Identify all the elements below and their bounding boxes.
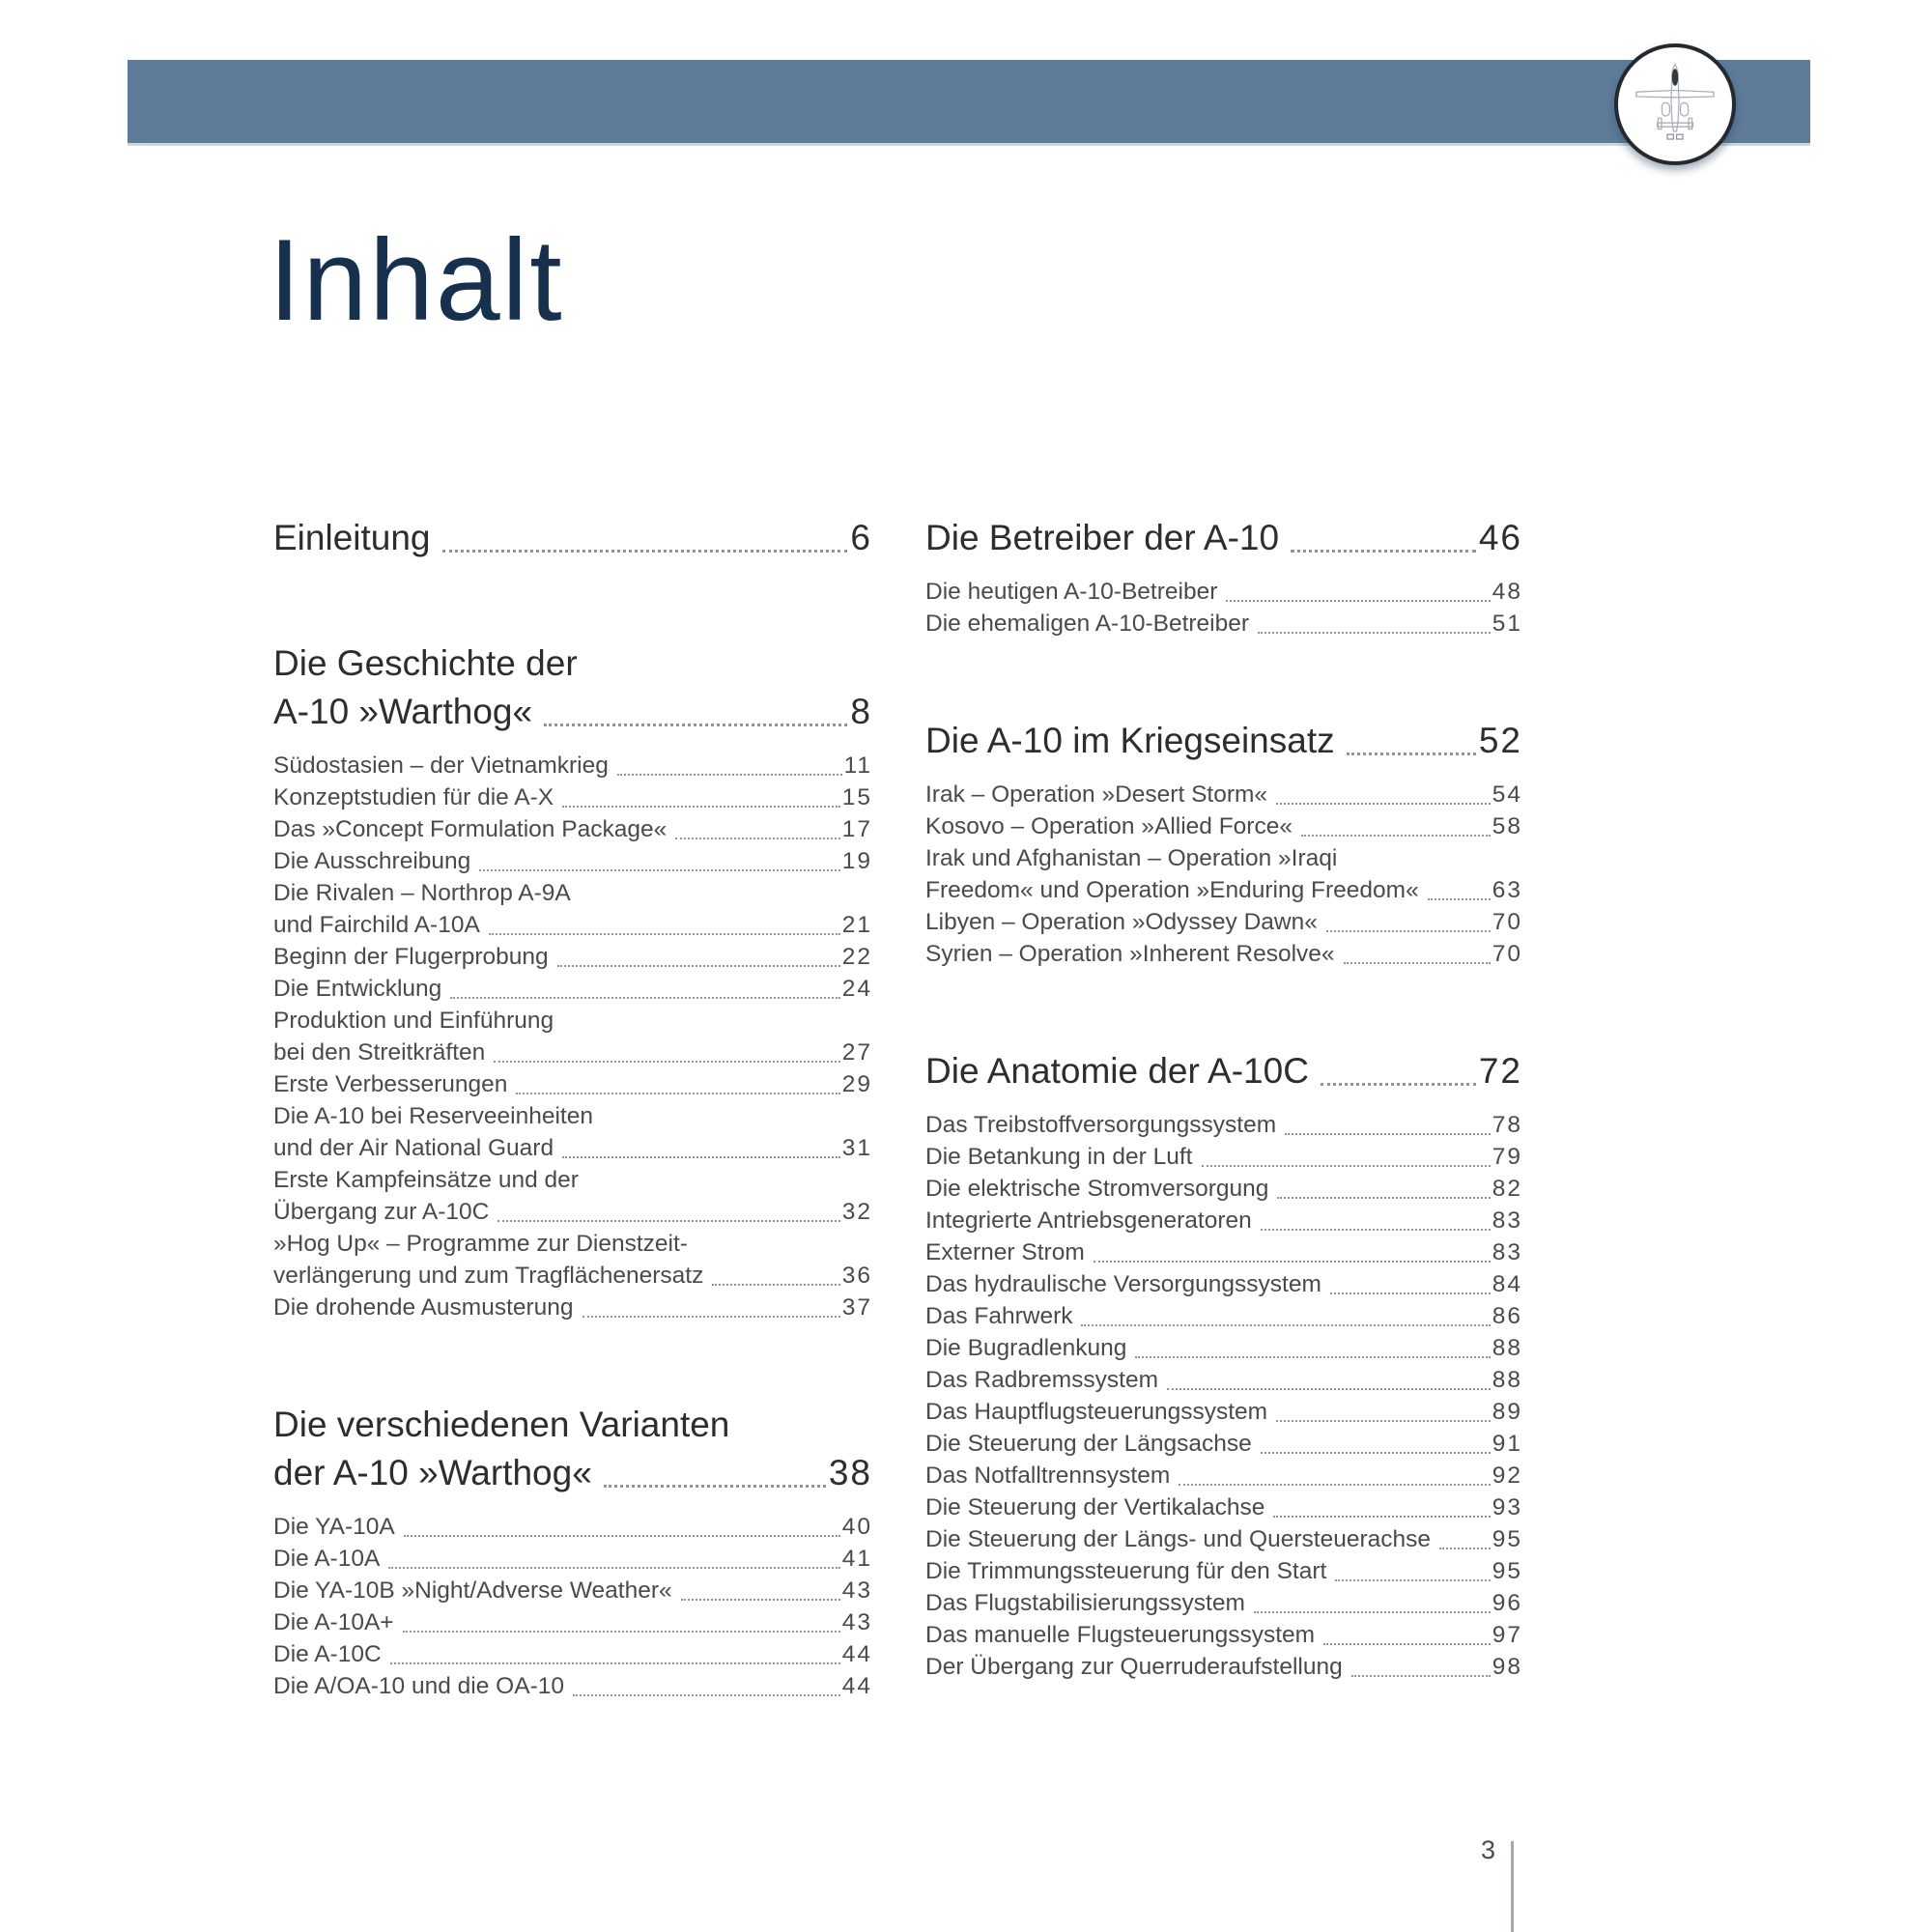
- toc-page-number: 6: [850, 518, 872, 557]
- dotted-leader: [604, 1485, 826, 1488]
- toc-entry-label: bei den Streitkräften: [273, 1039, 486, 1065]
- toc-section: [925, 514, 1522, 639]
- toc-entry-label: Das Treibstoffversorgungssystem: [925, 1112, 1277, 1138]
- toc-page-number: 58: [1492, 813, 1522, 839]
- toc-page-number: 88: [1492, 1367, 1522, 1393]
- dotted-leader: [1323, 1643, 1491, 1645]
- toc-page-number: 82: [1492, 1176, 1522, 1202]
- toc-entry-row: [273, 1511, 872, 1543]
- dotted-leader: [442, 550, 848, 553]
- dotted-leader: [494, 1061, 839, 1063]
- dotted-leader: [562, 806, 840, 808]
- dotted-leader: [1276, 803, 1491, 805]
- toc-entry-row: [273, 813, 872, 845]
- toc-entry-list: [925, 576, 1522, 639]
- toc-entry-label: Das Fahrwerk: [925, 1303, 1073, 1329]
- toc-page-number: 29: [841, 1071, 872, 1097]
- toc-page-number: 38: [828, 1453, 872, 1492]
- dotted-leader: [1202, 1165, 1491, 1167]
- toc-entry-row: [925, 906, 1522, 938]
- toc-section: [273, 514, 872, 562]
- dotted-leader: [712, 1284, 839, 1286]
- toc-entry-row: [925, 779, 1522, 810]
- toc-entry-row: [925, 1428, 1522, 1460]
- toc-entry-label: Das manuelle Flugsteuerungssystem: [925, 1622, 1316, 1648]
- toc-entry-row: [925, 1555, 1522, 1587]
- dotted-leader: [1335, 1579, 1490, 1581]
- dotted-leader: [516, 1093, 839, 1094]
- dotted-leader: [681, 1599, 840, 1601]
- toc-entry-label: Die ehemaligen A-10-Betreiber: [925, 611, 1250, 637]
- dotted-leader: [1135, 1356, 1490, 1358]
- toc-page-number: 70: [1492, 909, 1522, 935]
- toc-entry-row: [925, 576, 1522, 608]
- toc-entry-row: [273, 1260, 872, 1292]
- dotted-leader: [1439, 1548, 1491, 1549]
- toc-heading-label: Die A-10 im Kriegseinsatz: [925, 721, 1335, 760]
- toc-entry-label: Die A/OA-10 und die OA-10: [273, 1673, 564, 1699]
- toc-heading-row: [273, 688, 872, 736]
- toc-heading-label: der A-10 »Warthog«: [273, 1453, 592, 1492]
- toc-entry-label: Integrierte Antriebsgeneratoren: [925, 1208, 1252, 1234]
- toc-entry-label: Irak – Operation »Desert Storm«: [925, 781, 1268, 808]
- toc-entry-label: Die Steuerung der Längsachse: [925, 1431, 1252, 1457]
- dotted-leader: [1261, 1229, 1491, 1231]
- toc-entry-label: Kosovo – Operation »Allied Force«: [925, 813, 1293, 839]
- dotted-leader: [675, 838, 840, 839]
- toc-page-number: 63: [1492, 877, 1522, 903]
- toc-heading-label: Einleitung: [273, 518, 431, 557]
- dotted-leader: [1226, 600, 1490, 602]
- toc-entry-row: [925, 1523, 1522, 1555]
- toc-entry-label: Syrien – Operation »Inherent Resolve«: [925, 941, 1335, 967]
- toc-entry-label: Die Betankung in der Luft: [925, 1144, 1193, 1170]
- toc-heading-row: [925, 717, 1522, 765]
- a10-top-view-icon: [1629, 58, 1721, 151]
- toc-entry-row: [925, 1236, 1522, 1268]
- toc-page-number: 72: [1478, 1051, 1522, 1091]
- dotted-leader: [1428, 898, 1491, 900]
- toc-entry-list: [925, 779, 1522, 970]
- toc-entry-line: Die Rivalen – Northrop A-9A: [273, 880, 571, 906]
- toc-entry-label: Die elektrische Stromversorgung: [925, 1176, 1269, 1202]
- toc-entry-label: Freedom« und Operation »Enduring Freedom«: [925, 877, 1419, 903]
- toc-page-number: 44: [841, 1641, 872, 1667]
- toc-entry-label: Die Ausschreibung: [273, 848, 471, 874]
- toc-entry-label: Erste Verbesserungen: [273, 1071, 508, 1097]
- toc-entry-row: [925, 1141, 1522, 1173]
- toc-entry-row: [925, 1300, 1522, 1332]
- toc-section: [925, 1047, 1522, 1683]
- toc-page-number: 84: [1492, 1271, 1522, 1297]
- toc-entry-row: [925, 1396, 1522, 1428]
- toc-entry-row: [273, 909, 872, 941]
- toc-entry-row: [273, 1196, 872, 1228]
- toc-entry-row: [273, 1543, 872, 1575]
- toc-page-number: 88: [1492, 1335, 1522, 1361]
- toc-page-number: 15: [841, 784, 872, 810]
- dotted-leader: [582, 1316, 840, 1318]
- toc-page-number: 37: [841, 1294, 872, 1321]
- dotted-leader: [1081, 1324, 1490, 1326]
- dotted-leader: [1291, 550, 1476, 553]
- toc-entry-row: [273, 1068, 872, 1100]
- toc-entry-label: Beginn der Flugerprobung: [273, 944, 549, 970]
- toc-page-number: 70: [1492, 941, 1522, 967]
- toc-heading-row: [925, 1047, 1522, 1095]
- toc-page-number: 22: [841, 944, 872, 970]
- toc-entry-row: [925, 938, 1522, 970]
- dotted-leader: [403, 1631, 840, 1633]
- dotted-leader: [1167, 1388, 1491, 1390]
- toc-entry-row: [925, 1460, 1522, 1492]
- toc-entry-row: [273, 1292, 872, 1323]
- dotted-leader: [1254, 1611, 1491, 1613]
- toc-entry-row: [273, 781, 872, 813]
- dotted-leader: [544, 724, 847, 726]
- toc-entry-row: [925, 874, 1522, 906]
- dotted-leader: [1330, 1293, 1491, 1294]
- toc-entry-label: Die A-10C: [273, 1641, 382, 1667]
- toc-entry-line: Produktion und Einführung: [273, 1008, 554, 1034]
- toc-entry-label: Das Notfalltrennsystem: [925, 1463, 1171, 1489]
- toc-page-number: 98: [1492, 1654, 1522, 1680]
- toc-entry-label: Konzeptstudien für die A-X: [273, 784, 554, 810]
- toc-section: [925, 717, 1522, 970]
- toc-entry-row: [925, 1173, 1522, 1205]
- dotted-leader: [404, 1535, 840, 1537]
- toc-page-number: 40: [841, 1514, 872, 1540]
- toc-entry-line: »Hog Up« – Programme zur Dienstzeit-: [273, 1231, 688, 1257]
- toc-entry-label: Externer Strom: [925, 1239, 1085, 1265]
- dotted-leader: [1179, 1484, 1490, 1486]
- dotted-leader: [1351, 1675, 1491, 1677]
- toc-entry-label: Die drohende Ausmusterung: [273, 1294, 574, 1321]
- toc-entry-row: [273, 1670, 872, 1702]
- dotted-leader: [1277, 1197, 1490, 1199]
- toc-entry-row: [925, 1332, 1522, 1364]
- toc-page-number: 86: [1492, 1303, 1522, 1329]
- toc-page-number: 32: [841, 1199, 872, 1225]
- dotted-leader: [1276, 1420, 1491, 1422]
- dotted-leader: [1273, 1516, 1490, 1518]
- dotted-leader: [450, 997, 839, 999]
- dotted-leader: [1258, 632, 1491, 634]
- toc-page-number: 96: [1492, 1590, 1522, 1616]
- dotted-leader: [617, 774, 842, 776]
- toc-entry-list: [273, 1511, 872, 1702]
- toc-page-number: 44: [841, 1673, 872, 1699]
- toc-page-number: 43: [841, 1609, 872, 1635]
- toc-entry-row: [273, 1037, 872, 1068]
- toc-page-number: 19: [841, 848, 872, 874]
- toc-heading-label: Die Anatomie der A-10C: [925, 1051, 1309, 1091]
- dotted-leader: [557, 965, 840, 967]
- dotted-leader: [489, 933, 840, 935]
- toc-entry-row: [273, 1132, 872, 1164]
- dotted-leader: [1326, 930, 1491, 932]
- toc-entry-row: [925, 1268, 1522, 1300]
- toc-heading-label: A-10 »Warthog«: [273, 692, 533, 731]
- toc-page-number: 89: [1492, 1399, 1522, 1425]
- toc-entry-row: [925, 1205, 1522, 1236]
- dotted-leader: [1347, 753, 1476, 755]
- toc-page-number: 91: [1492, 1431, 1522, 1457]
- toc-column-left: [273, 514, 872, 1702]
- toc-entry-row: [925, 1492, 1522, 1523]
- toc-page-number: 95: [1492, 1526, 1522, 1552]
- dotted-leader: [1261, 1452, 1491, 1454]
- toc-page-number: 31: [841, 1135, 872, 1161]
- toc-page-number: 83: [1492, 1239, 1522, 1265]
- toc-heading-row: [925, 514, 1522, 562]
- toc-entry-row: [273, 1575, 872, 1606]
- toc-entry-label: Das »Concept Formulation Package«: [273, 816, 668, 842]
- toc-page-number: 83: [1492, 1208, 1522, 1234]
- toc-page-number: 21: [841, 912, 872, 938]
- toc-page-number: 79: [1492, 1144, 1522, 1170]
- dotted-leader: [479, 869, 839, 871]
- toc-entry-label: Die A-10A: [273, 1546, 381, 1572]
- toc-entry-label: Die A-10A+: [273, 1609, 394, 1635]
- toc-entry-row: [273, 973, 872, 1005]
- toc-page-number: 93: [1492, 1494, 1522, 1520]
- toc-page-number: 36: [841, 1263, 872, 1289]
- toc-page-number: 51: [1492, 611, 1522, 637]
- toc-column-right: [925, 514, 1522, 1683]
- toc-entry-label: Die Steuerung der Vertikalachse: [925, 1494, 1265, 1520]
- toc-entry-row: [273, 750, 872, 781]
- toc-entry-label: Das hydraulische Versorgungssystem: [925, 1271, 1321, 1297]
- toc-page-number: 24: [841, 976, 872, 1002]
- toc-heading-row: [273, 514, 872, 562]
- footer-page-number: 3: [1480, 1835, 1495, 1864]
- toc-page-number: 52: [1478, 721, 1522, 760]
- toc-page-number: 43: [841, 1577, 872, 1604]
- toc-page-number: 41: [841, 1546, 872, 1572]
- toc-entry-row: [925, 1364, 1522, 1396]
- dotted-leader: [1321, 1083, 1476, 1086]
- toc-entry-label: Die YA-10A: [273, 1514, 395, 1540]
- header-bar: [128, 60, 1810, 146]
- toc-entry-row: [925, 1619, 1522, 1651]
- dotted-leader: [1301, 835, 1491, 837]
- toc-entry-label: und der Air National Guard: [273, 1135, 554, 1161]
- toc-entry-row: [273, 941, 872, 973]
- toc-entry-label: verlängerung und zum Tragflächenersatz: [273, 1263, 704, 1289]
- toc-entry-label: Der Übergang zur Querruderaufstellung: [925, 1654, 1343, 1680]
- toc-page-number: 78: [1492, 1112, 1522, 1138]
- toc-entry-label: Die Trimmungssteuerung für den Start: [925, 1558, 1327, 1584]
- toc-entry-row: [925, 810, 1522, 842]
- dotted-leader: [573, 1694, 840, 1696]
- toc-entry-label: Die YA-10B »Night/Adverse Weather«: [273, 1577, 672, 1604]
- dotted-leader: [1344, 962, 1491, 964]
- toc-entry-label: Südostasien – der Vietnamkrieg: [273, 753, 609, 779]
- toc-entry-row: [925, 1651, 1522, 1683]
- toc-heading-line: Die verschiedenen Varianten: [273, 1405, 730, 1444]
- toc-entry-row: [925, 1587, 1522, 1619]
- toc-entry-label: Übergang zur A-10C: [273, 1199, 490, 1225]
- toc-entry-label: Die heutigen A-10-Betreiber: [925, 579, 1218, 605]
- toc-page-number: 17: [841, 816, 872, 842]
- toc-entry-row: [273, 1638, 872, 1670]
- toc-entry-label: Die Bugradlenkung: [925, 1335, 1127, 1361]
- toc-entry-line: Die A-10 bei Reserveeinheiten: [273, 1103, 593, 1129]
- toc-section: [273, 1401, 872, 1702]
- toc-page-number: 27: [841, 1039, 872, 1065]
- dotted-leader: [497, 1220, 839, 1222]
- a10-logo-badge: [1614, 43, 1736, 165]
- toc-entry-label: Das Flugstabilisierungssystem: [925, 1590, 1245, 1616]
- dotted-leader: [390, 1662, 840, 1664]
- toc-page-number: 46: [1478, 518, 1522, 557]
- toc-entry-list: [273, 750, 872, 1323]
- dotted-leader: [388, 1567, 839, 1569]
- toc-entry-label: Das Hauptflugsteuerungssystem: [925, 1399, 1268, 1425]
- toc-page-number: 95: [1492, 1558, 1522, 1584]
- toc-page-number: 92: [1492, 1463, 1522, 1489]
- toc-page-number: 11: [843, 753, 872, 779]
- toc-page-number: 97: [1492, 1622, 1522, 1648]
- toc-entry-label: Die Steuerung der Längs- und Quersteuerachse: [925, 1526, 1431, 1552]
- toc-entry-label: Die Entwicklung: [273, 976, 442, 1002]
- page-title: Inhalt: [269, 215, 564, 345]
- toc-entry-list: [925, 1109, 1522, 1683]
- toc-entry-label: Das Radbremssystem: [925, 1367, 1158, 1393]
- toc-section: [273, 639, 872, 1323]
- footer-vertical-rule: [1511, 1841, 1514, 1932]
- toc-entry-label: und Fairchild A-10A: [273, 912, 480, 938]
- toc-entry-row: [273, 1606, 872, 1638]
- toc-entry-line: Irak und Afghanistan – Operation »Iraqi: [925, 845, 1338, 871]
- toc-entry-row: [925, 1109, 1522, 1141]
- toc-entry-row: [273, 845, 872, 877]
- toc-entry-label: Libyen – Operation »Odyssey Dawn«: [925, 909, 1318, 935]
- toc-page-number: 54: [1492, 781, 1522, 808]
- dotted-leader: [1094, 1261, 1491, 1263]
- dotted-leader: [562, 1156, 840, 1158]
- dotted-leader: [1285, 1133, 1491, 1135]
- toc-entry-row: [925, 608, 1522, 639]
- toc-heading-row: [273, 1449, 872, 1497]
- toc-heading-line: Die Geschichte der: [273, 643, 578, 683]
- toc-page-number: 48: [1492, 579, 1522, 605]
- toc-entry-line: Erste Kampfeinsätze und der: [273, 1167, 579, 1193]
- toc-page-number: 8: [850, 692, 872, 731]
- toc-heading-label: Die Betreiber der A-10: [925, 518, 1280, 557]
